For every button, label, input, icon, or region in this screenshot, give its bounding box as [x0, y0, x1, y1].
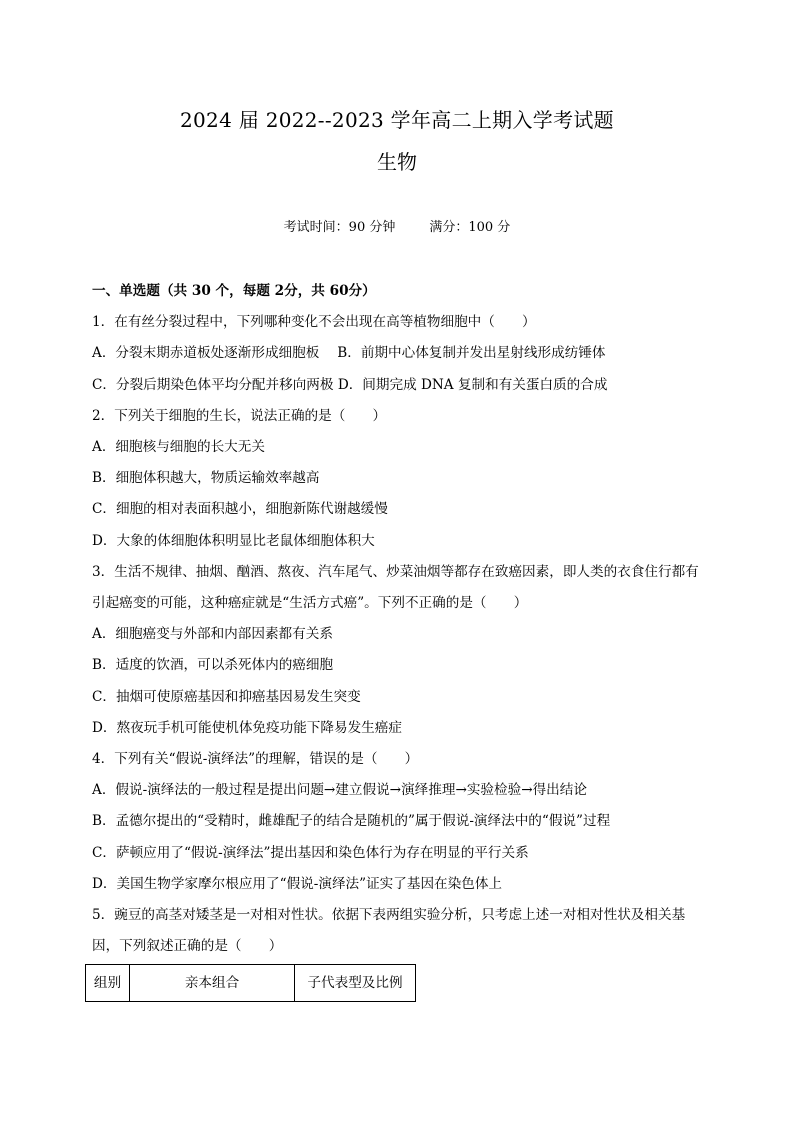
question-content: [92, 276, 712, 1002]
table-header-row: [86, 965, 416, 1002]
question-4-option-d: D．美国生物学家摩尔根应用了“假说-演绎法”证实了基因在染色体上: [92, 875, 503, 892]
question-1-stem: 1．在有丝分裂过程中，下列哪种变化不会出现在高等植物细胞中（ ）: [92, 314, 536, 331]
table-header-parents: 亲本组合: [130, 965, 295, 1002]
experiment-table: [85, 964, 416, 1002]
exam-title: 2024 届 2022--2023 学年高二上期入学考试题: [180, 108, 614, 132]
question-3-option-b: B．适度的饮酒，可以杀死体内的癌细胞: [92, 657, 334, 674]
question-5-stem: 5．豌豆的高茎对矮茎是一对相对性状。依据下表两组实验分析，只考虑上述一对相对性状及相关基因，下列叙述正确的是（ ）: [92, 907, 686, 955]
table-header-offspring: 子代表型及比例: [295, 965, 416, 1002]
question-2-option-c: C．细胞的相对表面积越小，细胞新陈代谢越缓慢: [92, 501, 388, 518]
question-1-options-ab: A．分裂末期赤道板处逐渐形成细胞板 B．前期中心体复制并发出星射线形成纺锤体: [92, 345, 606, 362]
table-header-group: 组别: [86, 965, 130, 1002]
question-3-option-d: D．熬夜玩手机可能使机体免疫功能下降易发生癌症: [92, 719, 402, 736]
exam-time: 考试时间：90 分钟: [283, 220, 396, 235]
question-4-option-c: C．萨顿应用了“假说-演绎法”提出基因和染色体行为存在明显的平行关系: [92, 844, 529, 861]
question-4-option-b: B．孟德尔提出的“受精时，雌雄配子的结合是随机的”属于假说-演绎法中的“假说”过程: [92, 813, 611, 830]
question-2-option-d: D．大象的体细胞体积明显比老鼠体细胞体积大: [92, 532, 375, 549]
exam-meta: [0, 216, 794, 235]
question-1-options-cd: C．分裂后期染色体平均分配并移向两极 D．间期完成 DNA 复制和有关蛋白质的合成: [92, 376, 608, 393]
exam-subject: 生物: [377, 150, 417, 174]
question-3-option-c: C．抽烟可使原癌基因和抑癌基因易发生突变: [92, 688, 361, 705]
section-title: 一、单选题（共 30 个，每题 2分，共 60分）: [92, 283, 376, 299]
question-4-option-a: A．假说-演绎法的一般过程是提出问题→建立假说→演绎推理→实验检验→得出结论: [92, 782, 587, 799]
full-score: 满分：100 分: [429, 220, 511, 235]
question-2-option-a: A．细胞核与细胞的长大无关: [92, 439, 265, 456]
question-2-option-b: B．细胞体积越大，物质运输效率越高: [92, 470, 320, 487]
question-2-stem: 2．下列关于细胞的生长，说法正确的是（ ）: [92, 407, 387, 424]
question-3-stem: 3．生活不规律、抽烟、酗酒、熬夜、汽车尾气、炒菜油烟等都存在致癌因素，即人类的衣食住行都有引起癌变的可能，这种癌症就是“生活方式癌”。下列不正确的是（ ）: [92, 563, 699, 612]
question-3-option-a: A．细胞癌变与外部和内部因素都有关系: [92, 626, 333, 643]
question-4-stem: 4．下列有关“假说-演绎法”的理解，错误的是（ ）: [92, 751, 419, 768]
